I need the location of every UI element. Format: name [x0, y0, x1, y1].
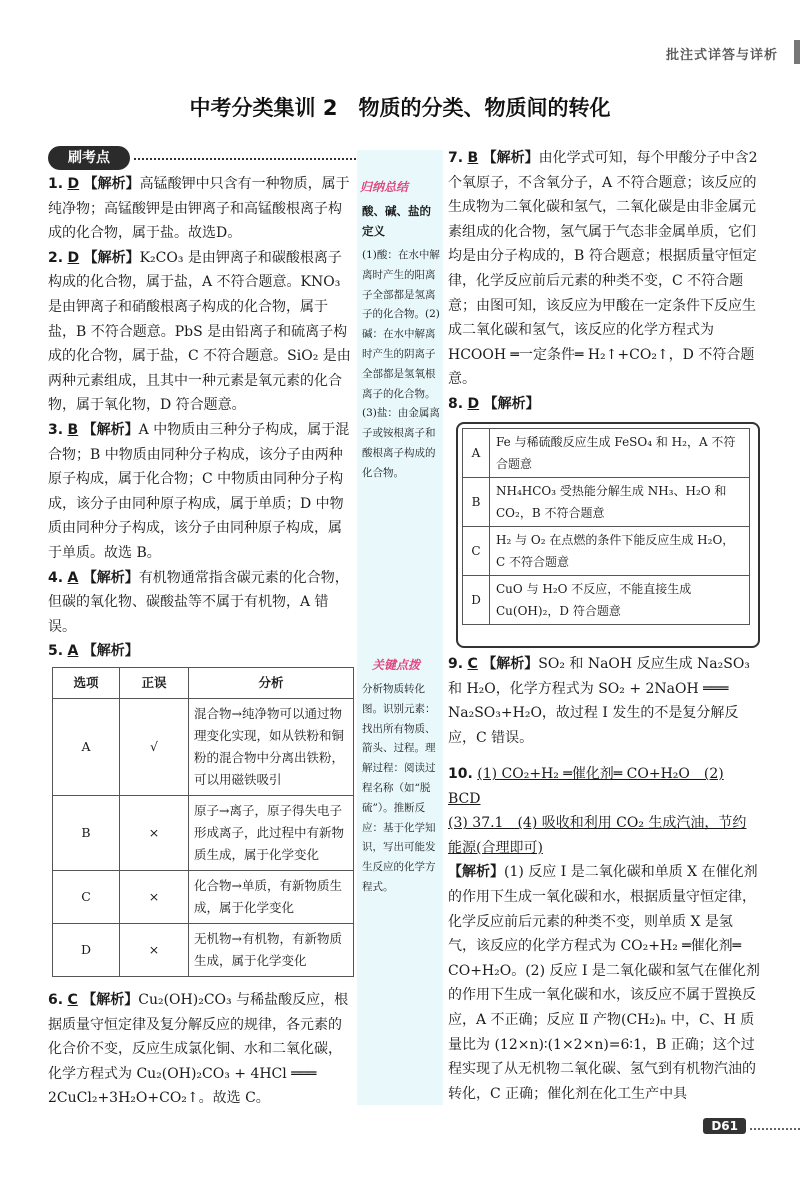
- corner-dots: [750, 1128, 800, 1130]
- option-cell: A: [53, 699, 120, 796]
- header-tag: 批注式详答与详析: [665, 48, 778, 63]
- table-row: [53, 699, 354, 796]
- question-2: [48, 246, 353, 418]
- answer: D: [467, 395, 480, 412]
- answer: D: [67, 176, 80, 192]
- option-cell: C: [463, 527, 490, 576]
- header-bar: [794, 40, 800, 64]
- question-10: [448, 762, 760, 1106]
- judge-cell: ×: [120, 924, 189, 977]
- analysis-tag: 【解析】: [83, 249, 140, 266]
- analysis-tag: 【解析】: [482, 656, 539, 672]
- question-number: 1.: [48, 176, 64, 192]
- answer: D: [67, 249, 80, 266]
- option-cell: A: [463, 429, 490, 478]
- analysis-text: (1) 反应 Ⅰ 是二氧化碳和单质 X 在催化剂的作用下生成一氧化碳和水，根据质量守恒定律，化学反应前后元素的种类不变，则单质 X 是氢气，该反应的化学方程式为 CO₂+H₂ ═催化剂═ CO+H₂O。(2) 反应 Ⅰ 是二氧化碳和氢气在催化剂的作用下生成一氧化碳和水，该反应不属于置换反应，A 不正确；反应 Ⅱ 产物(CH₂)ₙ 中，C、H 质量比为 (12×n)∶(1×2×n)=6∶1，B 正确；这个过程实现了从无机物二氧化碳、氢气到有机物汽油的转化，C 正确；催化剂在化工生产中具: [448, 864, 760, 1102]
- option-cell: C: [53, 871, 120, 924]
- answer-line-1: (1) CO₂+H₂ ═催化剂═ CO+H₂O (2) BCD: [448, 766, 724, 807]
- analysis-tag: 【解析】: [482, 150, 539, 166]
- analysis-tag: 【解析】: [83, 176, 140, 192]
- side-heading-keypoint: 关键点拨: [372, 658, 421, 672]
- question-5: [48, 639, 353, 664]
- analysis-cell: Fe 与稀硫酸反应生成 FeSO₄ 和 H₂，A 不符合题意: [490, 429, 750, 478]
- page-title: 中考分类集训 2 物质的分类、物质间的转化: [189, 96, 611, 120]
- table-row: [463, 527, 750, 576]
- analysis-tag: 【解析】: [82, 643, 139, 660]
- table-header: 分析: [189, 668, 354, 699]
- side-text-keypoint: 分析物质转化图。识别元素：找出所有物质、箭头、过程。理解过程：阅读过程名称（如“脱硫”）。推断反应：基于化学知识，写出可能发生反应的化学方程式。: [362, 683, 436, 893]
- table-header: 正误: [120, 668, 189, 699]
- analysis-cell: 化合物→单质，有新物质生成，属于化学变化: [189, 871, 354, 924]
- right-column: [448, 146, 760, 417]
- option-cell: B: [463, 478, 490, 527]
- analysis-table-q8: [462, 428, 750, 625]
- question-number: 3.: [48, 421, 64, 438]
- analysis-text: 有机物通常指含碳元素的化合物，但碳的氧化物、碳酸盐等不属于有机物，A 错误。: [48, 569, 349, 635]
- analysis-cell: 原子→离子，原子得失电子形成离子，此过程中有新物质生成，属于化学变化: [189, 796, 354, 871]
- answer: B: [467, 150, 479, 166]
- side-heading-summary: 归纳总结: [360, 180, 409, 194]
- question-8: [448, 392, 760, 417]
- analysis-text: 高锰酸钾中只含有一种物质，属于纯净物；高锰酸钾是由钾离子和高锰酸根离子构成的化合物，属于盐。故选D。: [48, 176, 350, 242]
- question-1: [48, 172, 353, 246]
- analysis-text: 由化学式可知，每个甲酸分子中含2个氧原子，不含氧分子，A 不符合题意；该反应的生成物为二氧化碳和氢气，二氧化碳是由非金属元素组成的化合物，氢气属于气态非金属单质，它们均是由分子构成的，B 符合题意；根据质量守恒定律，化学反应前后元素的种类不变，C 不符合题意；由图可知，该反应为甲酸在一定条件下反应生成二氧化碳和氢气，该反应的化学方程式为 HCOOH ═一定条件═ H₂↑+CO₂↑，D 不符合题意。: [448, 150, 758, 388]
- analysis-cell: CuO 与 H₂O 不反应，不能直接生成 Cu(OH)₂，D 符合题意: [490, 576, 750, 625]
- answer: A: [67, 643, 79, 660]
- question-number: 5.: [48, 643, 64, 660]
- analysis-tag: 【解析】: [82, 421, 139, 438]
- section-header: [48, 146, 358, 170]
- left-column: [48, 172, 353, 664]
- analysis-cell: H₂ 与 O₂ 在点燃的条件下能反应生成 H₂O，C 不符合题意: [490, 527, 750, 576]
- judge-cell: √: [120, 699, 189, 796]
- table-row: [463, 429, 750, 478]
- side-title-text: 酸、碱、盐的定义: [362, 204, 431, 238]
- analysis-text: Cu₂(OH)₂CO₃ 与稀盐酸反应，根据质量守恒定律及复分解反应的规律，各元素的化合价不变，反应生成氯化铜、水和二氧化碳，化学方程式为 Cu₂(OH)₂CO₃ + 4HCl ═══ 2CuCl₂+3H₂O+CO₂↑。故选 C。: [48, 992, 349, 1107]
- section-badge: 刷考点: [48, 146, 130, 170]
- analysis-tag: 【解析】: [483, 395, 540, 412]
- table-header-row: [53, 668, 354, 699]
- question-number: 10.: [448, 766, 473, 782]
- option-cell: B: [53, 796, 120, 871]
- answer: C: [67, 992, 78, 1008]
- question-number: 6.: [48, 992, 64, 1008]
- judge-cell: ×: [120, 796, 189, 871]
- question-7: [448, 146, 760, 392]
- analysis-cell: 混合物→纯净物可以通过物理变化实现，如从铁粉和铜粉的混合物中分离出铁粉，可以用磁铁吸引: [189, 699, 354, 796]
- analysis-cell: NH₄HCO₃ 受热能分解生成 NH₃、H₂O 和 CO₂，B 不符合题意: [490, 478, 750, 527]
- question-number: 4.: [48, 569, 64, 586]
- analysis-text: A 中物质由三种分子构成，属于混合物；B 中物质由同种分子构成，该分子由两种原子构成，属于化合物；C 中物质由同种分子构成，该分子由同种原子构成，属于单质；D 中物质由同种分子构成，该分子由同种原子构成，属于单质。故选 B。: [48, 421, 350, 561]
- table-row: [463, 478, 750, 527]
- analysis-tag: 【解析】: [82, 992, 139, 1008]
- question-number: 2.: [48, 249, 64, 266]
- answer: C: [467, 656, 478, 672]
- question-3: [48, 418, 353, 566]
- option-cell: D: [463, 576, 490, 625]
- analysis-tag: 【解析】: [82, 569, 139, 586]
- side-text-definitions: (1)酸：在水中解离时产生的阳离子全部都是氢离子的化合物。(2)碱：在水中解离时产生的阴离子全部都是氢氧根离子的化合物。(3)盐：由金属离子或铵根离子和酸根离子构成的化合物。: [362, 249, 440, 479]
- analysis-cell: 无机物→有机物，有新物质生成，属于化学变化: [189, 924, 354, 977]
- question-number: 8.: [448, 395, 464, 412]
- answer-line-2: (3) 37.1 (4) 吸收和利用 CO₂ 生成汽油，节约能源(合理即可): [448, 815, 747, 856]
- table-row: [53, 796, 354, 871]
- dotted-divider: [134, 158, 356, 160]
- table-header: 选项: [53, 668, 120, 699]
- page-number: D61: [703, 1118, 746, 1134]
- question-6: [48, 988, 353, 1111]
- table-row: [53, 871, 354, 924]
- question-9: [448, 652, 760, 750]
- question-number: 9.: [448, 656, 464, 672]
- answer: B: [67, 421, 79, 438]
- analysis-text: SO₂ 和 NaOH 反应生成 Na₂SO₃ 和 H₂O，化学方程式为 SO₂ + 2NaOH ═══ Na₂SO₃+H₂O，故过程 Ⅰ 发生的不是复分解反应，C 错误。: [448, 656, 750, 746]
- question-number: 7.: [448, 150, 464, 166]
- analysis-tag: 【解析】: [448, 864, 504, 881]
- question-4: [48, 566, 353, 640]
- option-cell: D: [53, 924, 120, 977]
- table-row: [53, 924, 354, 977]
- analysis-text: K₂CO₃ 是由钾离子和碳酸根离子构成的化合物，属于盐，A 不符合题意。KNO₃ 是由钾离子和硝酸根离子构成的化合物，属于盐，B 不符合题意。PbS 是由铅离子和硫离子构成的化合物，属于盐，C 不符合题意。SiO₂ 是由两种元素组成，且其中一种元素是氧元素的化合物，属于氧化物，D 符合题意。: [48, 249, 351, 414]
- analysis-table-q5: [52, 667, 354, 977]
- side-title: [362, 202, 442, 242]
- judge-cell: ×: [120, 871, 189, 924]
- answer: A: [67, 569, 79, 586]
- table-row: [463, 576, 750, 625]
